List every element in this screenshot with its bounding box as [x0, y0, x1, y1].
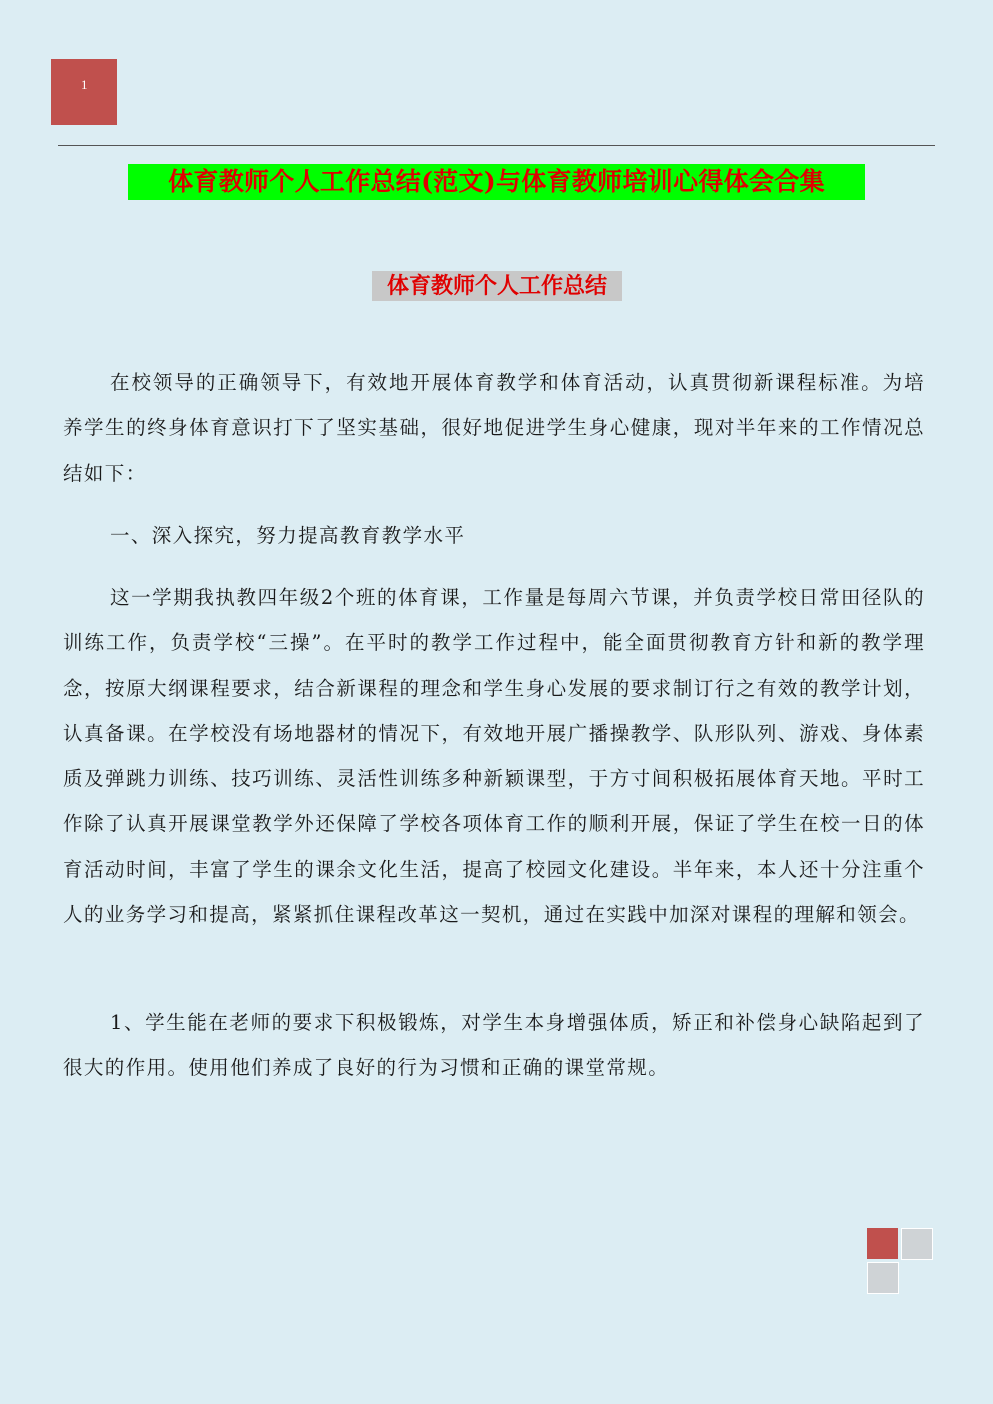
paragraph-work-details: 这一学期我执教四年级2个班的体育课，工作量是每周六节课，并负责学校日常田径队的训练工作，负责学校“三操”。在平时的教学工作过程中，能全面贯彻教育方针和新的教学理念，按原大纲课程要求，结合新课程的理念和学生身心发展的要求制订行之有效的教学计划，认真备课。在学校没有场地器材的情况下，有效地开展广播操教学、队形队列、游戏、身体素质及弹跳力训练、技巧训练、灵活性训练多种新颖课型，于方寸间积极拓展体育天地。平时工作除了认真开展课堂教学外还保障了学校各项体育工作的顺利开展，保证了学生在校一日的体育活动时间，丰富了学生的课余文化生活，提高了校园文化建设。半年来，本人还十分注重个人的业务学习和提高，紧紧抓住课程改革这一契机，通过在实践中加深对课程的理解和领会。 [63, 586, 925, 927]
corner-square-gray-bottom [867, 1262, 899, 1294]
corner-square-red [867, 1228, 898, 1259]
document-title: 体育教师个人工作总结(范文)与体育教师培训心得体会合集 [128, 164, 865, 200]
paragraph-point-1: 1、学生能在老师的要求下积极锻炼，对学生本身增强体质，矫正和补偿身心缺陷起到了很大的作用。使用他们养成了良好的行为习惯和正确的课堂常规。 [63, 1011, 925, 1080]
section-title: 体育教师个人工作总结 [372, 271, 622, 301]
paragraph-intro: 在校领导的正确领导下，有效地开展体育教学和体育活动，认真贯彻新课程标准。为培养学生的终身体育意识打下了坚实基础，很好地促进学生身心健康，现对半年来的工作情况总结如下： [63, 371, 925, 485]
page-number: 1 [81, 77, 88, 92]
header-divider [58, 145, 935, 146]
corner-decoration [867, 1228, 933, 1294]
page-number-badge [51, 59, 117, 125]
section-heading-1: 一、深入探究，努力提高教育教学水平 [110, 524, 466, 547]
corner-square-gray-right [901, 1228, 933, 1260]
